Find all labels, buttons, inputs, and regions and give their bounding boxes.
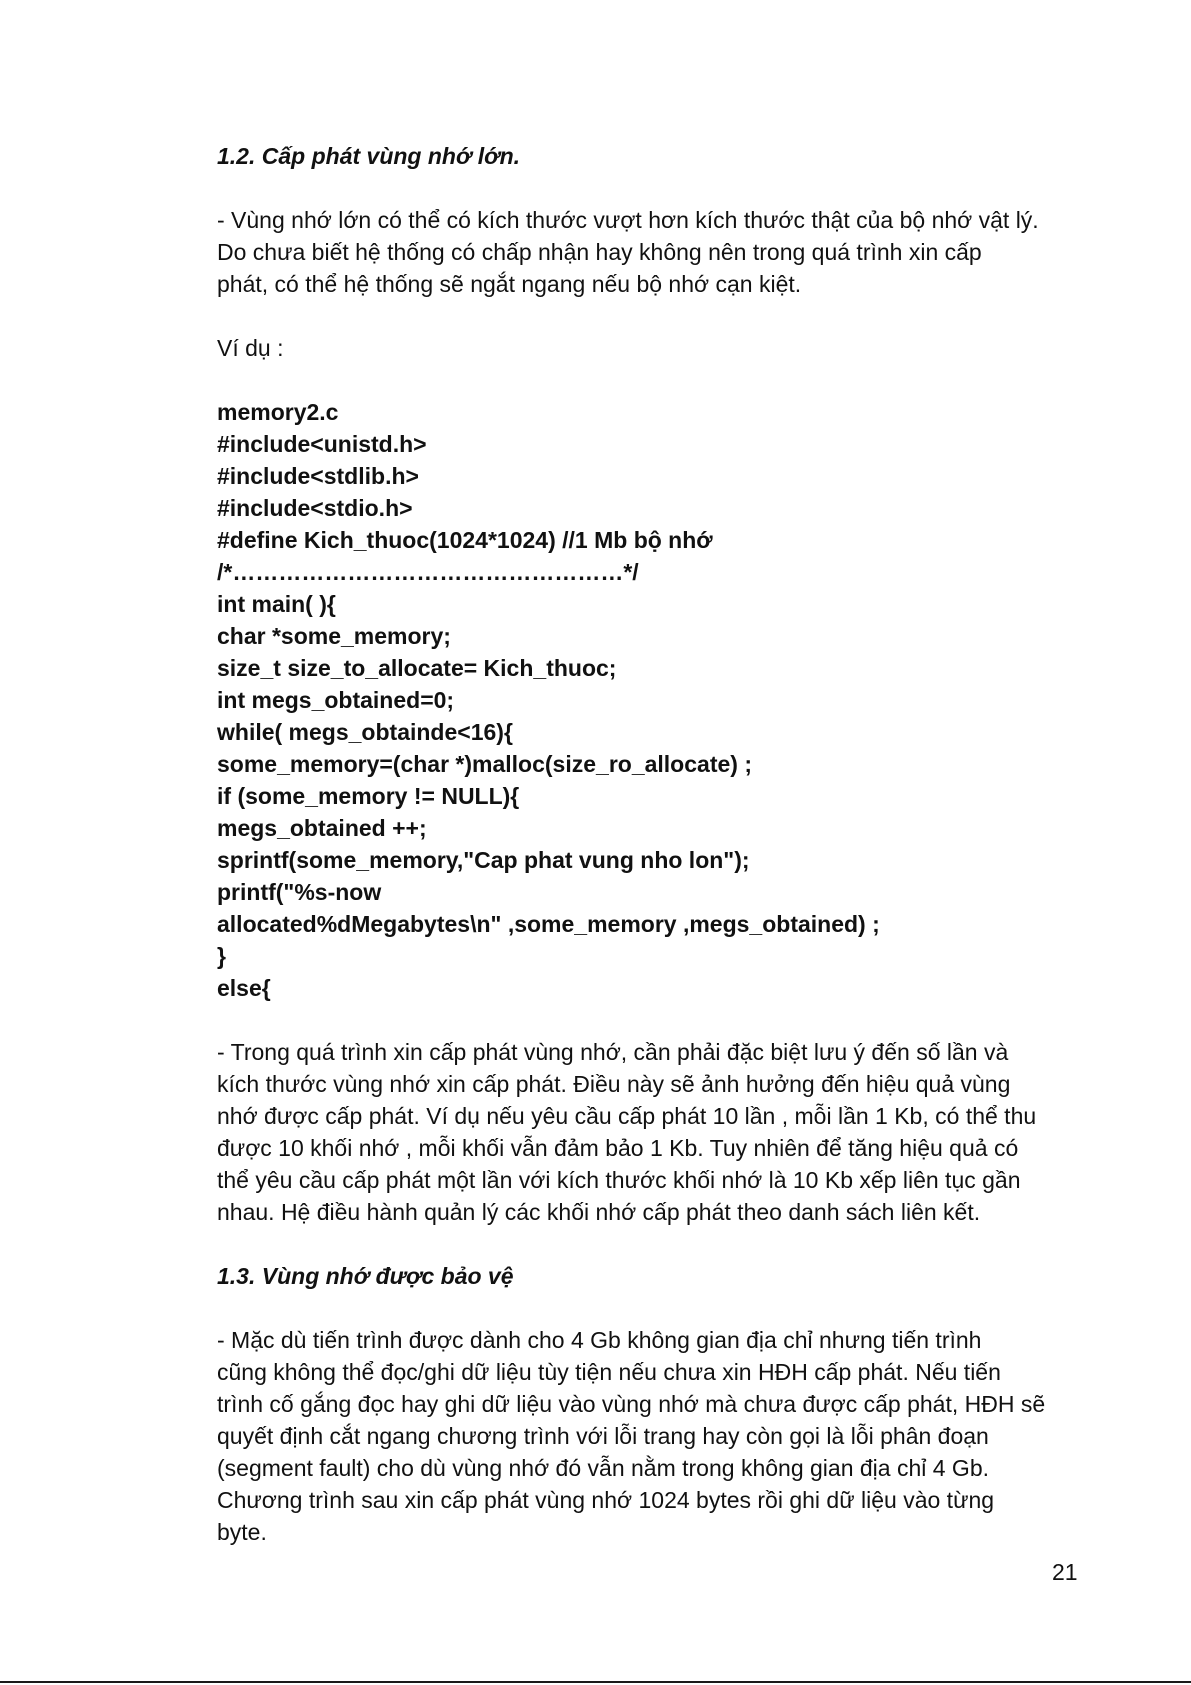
paragraph-line: trình cố gắng đọc hay ghi dữ liệu vào vùng nhớ mà chưa được cấp phát, HĐH sẽ	[217, 1391, 1046, 1417]
paragraph-line: (segment fault) cho dù vùng nhớ đó vẫn nằm trong không gian địa chỉ 4 Gb.	[217, 1455, 990, 1481]
code-line: #include<stdlib.h>	[217, 463, 419, 489]
code-line: megs_obtained ++;	[217, 815, 427, 841]
code-line: sprintf(some_memory,"Cap phat vung nho lon");	[217, 847, 750, 873]
paragraph-line: thể yêu cầu cấp phát một lần với kích thước khối nhớ là 10 Kb xếp liên tục gần	[217, 1167, 1021, 1193]
section-heading-1-2: 1.2. Cấp phát vùng nhớ lớn.	[217, 143, 521, 169]
code-line: printf("%s-now	[217, 879, 382, 905]
code-line: /*……………………………………………*/	[217, 559, 639, 585]
example-label: Ví dụ :	[217, 335, 284, 361]
code-line: }	[217, 943, 226, 969]
code-line: if (some_memory != NULL){	[217, 783, 520, 809]
code-line: char *some_memory;	[217, 623, 451, 649]
code-line: allocated%dMegabytes\n" ,some_memory ,megs_obtained) ;	[217, 911, 880, 937]
bottom-rule	[0, 1681, 1191, 1683]
page-number: 21	[1052, 1559, 1078, 1585]
code-line: else{	[217, 975, 271, 1001]
paragraph-line: quyết định cắt ngang chương trình với lỗi trang hay còn gọi là lỗi phân đoạn	[217, 1423, 989, 1449]
code-line: int main( ){	[217, 591, 336, 617]
paragraph-line: - Vùng nhớ lớn có thể có kích thước vượt hơn kích thước thật của bộ nhớ vật lý.	[217, 207, 1039, 233]
code-line: #include<stdio.h>	[217, 495, 413, 521]
paragraph-line: được 10 khối nhớ , mỗi khối vẫn đảm bảo 1 Kb. Tuy nhiên để tăng hiệu quả có	[217, 1135, 1019, 1161]
intro-paragraph	[217, 204, 1097, 300]
paragraph-line: cũng không thể đọc/ghi dữ liệu tùy tiện nếu chưa xin HĐH cấp phát. Nếu tiến	[217, 1359, 1001, 1385]
protected-memory-paragraph	[217, 1324, 1097, 1548]
paragraph-line: phát, có thể hệ thống sẽ ngắt ngang nếu bộ nhớ cạn kiệt.	[217, 271, 802, 297]
code-listing	[217, 396, 1097, 1004]
section-heading-1-3: 1.3. Vùng nhớ được bảo vệ	[217, 1263, 514, 1289]
paragraph-line: - Mặc dù tiến trình được dành cho 4 Gb không gian địa chỉ nhưng tiến trình	[217, 1327, 982, 1353]
paragraph-line: nhau. Hệ điều hành quản lý các khối nhớ cấp phát theo danh sách liên kết.	[217, 1199, 981, 1225]
paragraph-line: Chương trình sau xin cấp phát vùng nhớ 1024 bytes rồi ghi dữ liệu vào từng	[217, 1487, 995, 1513]
allocation-note-paragraph	[217, 1036, 1097, 1228]
paragraph-line: - Trong quá trình xin cấp phát vùng nhớ, cần phải đặc biệt lưu ý đến số lần và	[217, 1039, 1009, 1065]
code-line: #define Kich_thuoc(1024*1024) //1 Mb bộ nhớ	[217, 527, 713, 553]
code-line: size_t size_to_allocate= Kich_thuoc;	[217, 655, 617, 681]
code-line: #include<unistd.h>	[217, 431, 427, 457]
paragraph-line: nhớ được cấp phát. Ví dụ nếu yêu cầu cấp phát 10 lần , mỗi lần 1 Kb, có thể thu	[217, 1103, 1037, 1129]
code-line: some_memory=(char *)malloc(size_ro_allocate) ;	[217, 751, 752, 777]
paragraph-line: Do chưa biết hệ thống có chấp nhận hay không nên trong quá trình xin cấp	[217, 239, 982, 265]
paragraph-line: kích thước vùng nhớ xin cấp phát. Điều này sẽ ảnh hưởng đến hiệu quả vùng	[217, 1071, 1011, 1097]
page-content	[217, 140, 1097, 1548]
code-line: memory2.c	[217, 399, 339, 425]
code-line: int megs_obtained=0;	[217, 687, 455, 713]
code-line: while( megs_obtainde<16){	[217, 719, 513, 745]
paragraph-line: byte.	[217, 1519, 267, 1545]
